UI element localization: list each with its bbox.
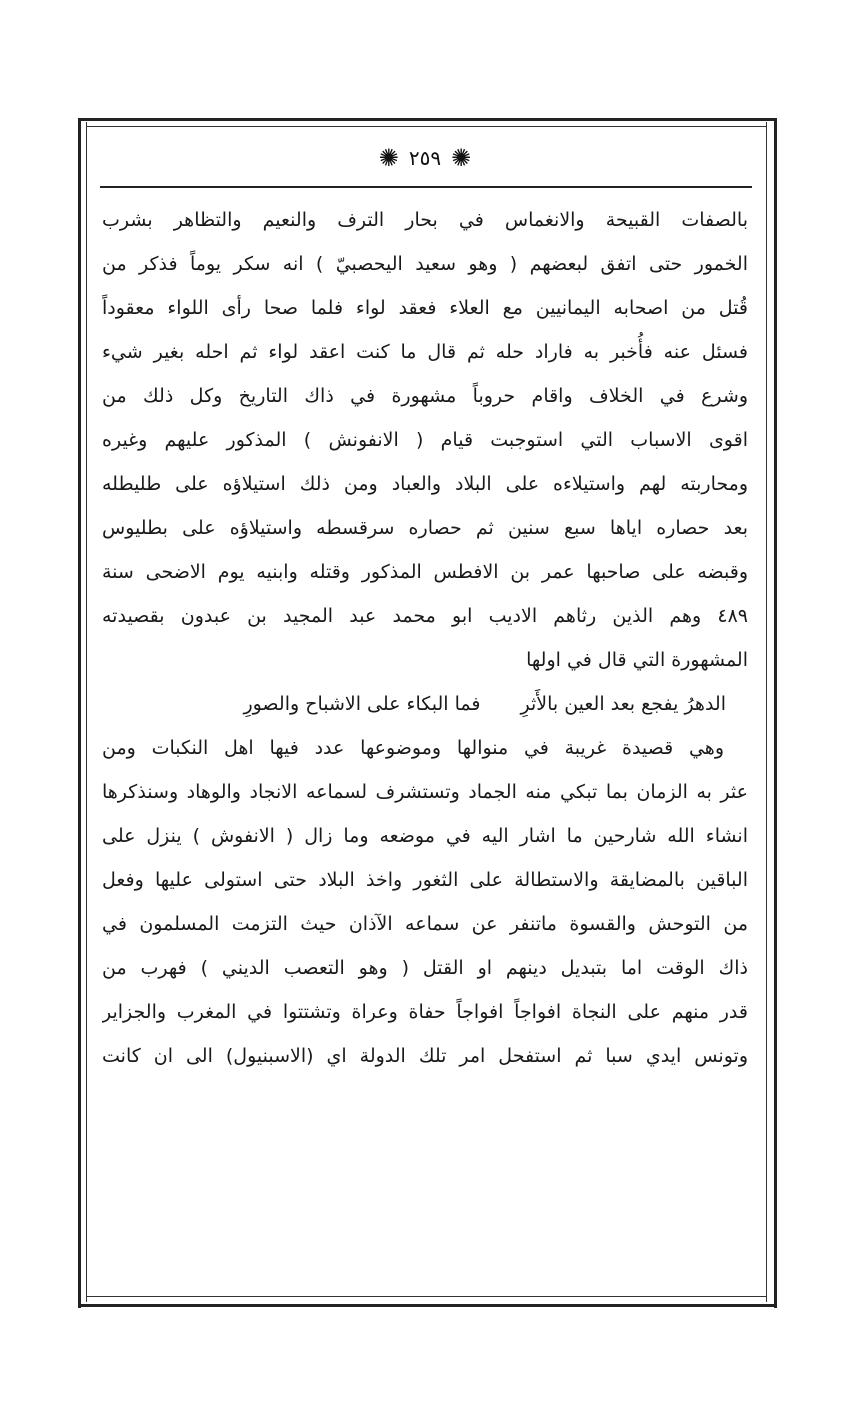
frame-right-inner-rule: [766, 122, 767, 1302]
header-divider: [100, 186, 752, 188]
text-line: وقبضه على صاحبها عمر بن الافطس المذكور وقتله وابنيه يوم الاضحى سنة: [102, 561, 748, 583]
text-line: الباقين بالمضايقة والاستطالة على الثغور واخذ البلاد حتى استولى عليها وفعل: [102, 869, 748, 891]
ornament-left-icon: ✺: [378, 144, 399, 172]
page-number: ٢٥٩: [408, 146, 442, 170]
poem-verse: [102, 682, 748, 726]
frame-left-inner-rule: [86, 122, 87, 1302]
text-line: بعد حصاره اياها سبع سنين ثم حصاره سرقسطه واستيلاؤه على بطليوس: [102, 517, 748, 539]
frame-top-outer-rule: [78, 118, 777, 121]
text-line: وتونس ايدي سبا ثم استفحل امر تلك الدولة اي (الاسبنيول) الى ان كانت: [102, 1045, 748, 1067]
verse-second-hemistich: فما البكاء على الاشباح والصورِ: [243, 693, 481, 715]
text-line: فسئل عنه فأُخبر به فاراد حله ثم قال ما كنت اعقد لواء ثم احله بغير شيء: [102, 341, 748, 363]
page-header: [100, 138, 750, 178]
frame-left-outer-rule: [78, 118, 81, 1308]
text-line: ومحاربته لهم واستيلاءه على البلاد والعباد ومن ذلك استيلاؤه على طليطله: [102, 473, 748, 495]
text-line: ذاك الوقت اما بتبديل دينهم او القتل ( وهو التعصب الديني ) فهرب من: [102, 957, 748, 979]
frame-bottom-inner-rule: [86, 1296, 767, 1297]
text-line: الخمور حتى اتفق لبعضهم ( وهو سعيد اليحصبيّ ) انه سكر يوماً فذكر من: [102, 253, 748, 275]
text-line: انشاء الله شارحين ما اشار اليه في موضعه وما زال ( الانفوش ) ينزل على: [102, 825, 748, 847]
text-line: قُتل من اصحابه اليمانيين مع العلاء فعقد لواء فلما صحا رأى اللواء معقوداً: [102, 297, 748, 319]
frame-bottom-outer-rule: [78, 1304, 777, 1307]
text-line: بالصفات القبيحة والانغماس في بحار الترف والنعيم والتظاهر بشرب: [102, 209, 748, 231]
verse-first-hemistich: الدهرُ يفجع بعد العين بالأَثرِ: [520, 693, 726, 715]
text-line: اقوى الاسباب التي استوجبت قيام ( الانفونش ) المذكور عليهم وغيره: [102, 429, 748, 451]
text-line: وشرع في الخلاف واقام حروباً مشهورة في ذاك التاريخ وكل ذلك من: [102, 385, 748, 407]
body-text: [102, 198, 748, 1078]
frame-top-inner-rule: [86, 126, 767, 127]
text-line: ٤٨٩ وهم الذين رثاهم الاديب ابو محمد عبد المجيد بن عبدون بقصيدته: [102, 605, 748, 627]
text-line: وهي قصيدة غريبة في منوالها وموضوعها عدد فيها اهل النكبات ومن: [102, 737, 724, 759]
text-line: قدر منهم على النجاة افواجاً افواجاً حفاة وعراة وتشتتوا في المغرب والجزاير: [102, 1001, 748, 1023]
text-line: عثر به الزمان بما تبكي منه الجماد وتستشرف لسماعه الانجاد والوهاد وسنذكرها: [102, 781, 748, 803]
ornament-right-icon: ✺: [451, 144, 472, 172]
text-line: المشهورة التي قال في اولها: [526, 649, 748, 671]
frame-right-outer-rule: [774, 118, 777, 1308]
text-line: من التوحش والقسوة ماتنفر عن سماعه الآذان حيث التزمت المسلمون في: [102, 913, 748, 935]
